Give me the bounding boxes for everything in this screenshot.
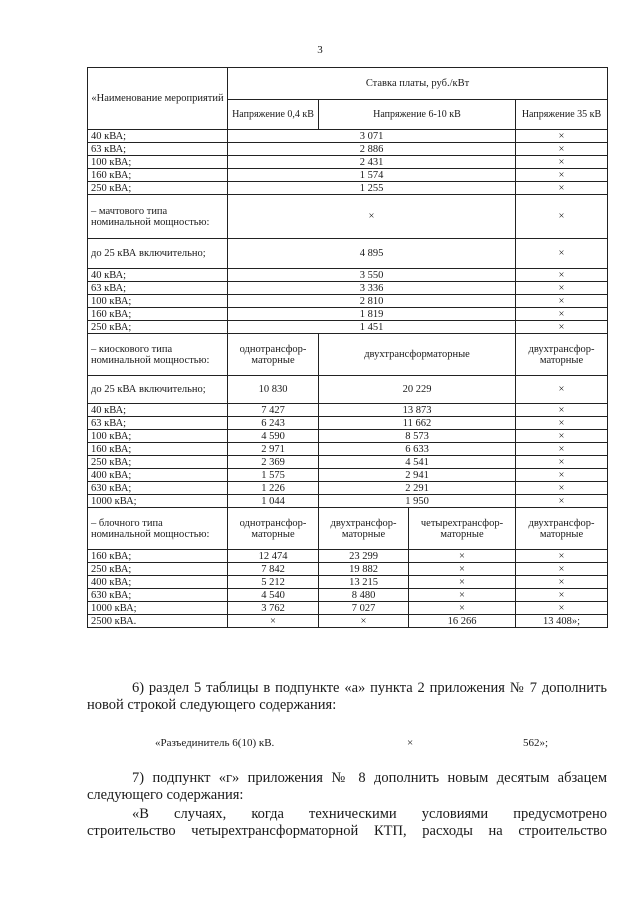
row-single: × [228, 615, 319, 628]
header-voltage-04: Напряжение 0,4 кВ [228, 100, 319, 130]
row-single: 10 830 [228, 376, 319, 404]
table-row [88, 169, 608, 182]
row-name: 160 кВА; [88, 169, 228, 182]
row-single: 1 575 [228, 469, 319, 482]
section-mast-value: × [228, 195, 516, 239]
quote-line-2: строительство четырехтрансформаторной КТП, расходы на строительство [87, 823, 607, 839]
row-name: 250 кВА; [88, 456, 228, 469]
page-number: 3 [317, 44, 323, 56]
rates-table-body [88, 68, 608, 628]
row-v35: × [516, 430, 608, 443]
row-name: 250 кВА; [88, 321, 228, 334]
row-quad: × [409, 602, 516, 615]
row-quad: × [409, 550, 516, 563]
row-v35: × [516, 269, 608, 282]
row-value: 2 810 [228, 295, 516, 308]
row-single: 2 971 [228, 443, 319, 456]
new-row-value: 562»; [523, 737, 549, 749]
row-name: 40 кВА; [88, 269, 228, 282]
row-single: 6 243 [228, 417, 319, 430]
row-double: 2 941 [319, 469, 516, 482]
row-single: 4 590 [228, 430, 319, 443]
table-row [88, 456, 608, 469]
table-row [88, 482, 608, 495]
row-quad: × [409, 576, 516, 589]
row-quad: 16 266 [409, 615, 516, 628]
row-v35: × [516, 130, 608, 143]
row-value: 1 574 [228, 169, 516, 182]
row-v35: × [516, 417, 608, 430]
row-name: 40 кВА; [88, 130, 228, 143]
section-mast-title: – мачтового типа номинальной мощностью: [88, 195, 228, 239]
row-name: 63 кВА; [88, 417, 228, 430]
table-row [88, 443, 608, 456]
table-row [88, 430, 608, 443]
row-name: 400 кВА; [88, 576, 228, 589]
row-single: 4 540 [228, 589, 319, 602]
quote-line-1: «В случаях, когда техническими условиями предусмотрено [132, 806, 607, 822]
row-name: до 25 кВА включительно; [88, 376, 228, 404]
row-name: 40 кВА; [88, 404, 228, 417]
row-single: 3 762 [228, 602, 319, 615]
row-name: 100 кВА; [88, 295, 228, 308]
table-row [88, 182, 608, 195]
table-row [88, 589, 608, 602]
table-row [88, 130, 608, 143]
table-row [88, 495, 608, 508]
row-v35: × [516, 456, 608, 469]
row-double: 13 873 [319, 404, 516, 417]
paragraph-7: 7) подпункт «г» приложения № 8 дополнить новым десятым абзацем следующего содержания: [87, 770, 607, 803]
header-voltage-6-10: Напряжение 6-10 кВ [319, 100, 516, 130]
row-name: 100 кВА; [88, 156, 228, 169]
row-double: 19 882 [319, 563, 409, 576]
row-double: 7 027 [319, 602, 409, 615]
row-name: 63 кВА; [88, 143, 228, 156]
row-single: 2 369 [228, 456, 319, 469]
new-row-mark: × [407, 737, 414, 749]
rates-table [87, 67, 608, 628]
block-col-35: двухтрансфор-маторные [516, 508, 608, 550]
row-single: 7 427 [228, 404, 319, 417]
row-v35: × [516, 321, 608, 334]
row-name: 160 кВА; [88, 550, 228, 563]
row-name: до 25 кВА включительно; [88, 239, 228, 269]
row-quad: × [409, 563, 516, 576]
row-v35: × [516, 295, 608, 308]
row-name: 160 кВА; [88, 308, 228, 321]
row-v35: × [516, 563, 608, 576]
row-name: 250 кВА; [88, 182, 228, 195]
row-double: × [319, 615, 409, 628]
kiosk-col-35: двухтрансфор-маторные [516, 334, 608, 376]
table-row [88, 550, 608, 563]
row-v35: × [516, 443, 608, 456]
row-name: 400 кВА; [88, 469, 228, 482]
rates-table-container [87, 67, 607, 628]
row-single: 1 044 [228, 495, 319, 508]
row-value: 2 431 [228, 156, 516, 169]
row-v35: × [516, 482, 608, 495]
table-row [88, 334, 608, 376]
row-name: 160 кВА; [88, 443, 228, 456]
row-value: 1 819 [228, 308, 516, 321]
row-double: 6 633 [319, 443, 516, 456]
row-quad: × [409, 589, 516, 602]
row-name: 630 кВА; [88, 589, 228, 602]
table-row [88, 576, 608, 589]
table-row [88, 239, 608, 269]
row-single: 7 842 [228, 563, 319, 576]
row-v35: 13 408»; [516, 615, 608, 628]
row-single: 1 226 [228, 482, 319, 495]
table-row [88, 282, 608, 295]
new-row-name: «Разъединитель 6(10) кВ. [155, 737, 275, 749]
row-v35: × [516, 156, 608, 169]
row-v35: × [516, 282, 608, 295]
row-double: 20 229 [319, 376, 516, 404]
row-name: 630 кВА; [88, 482, 228, 495]
row-double: 11 662 [319, 417, 516, 430]
header-voltage-35: Напряжение 35 кВ [516, 100, 608, 130]
row-value: 3 071 [228, 130, 516, 143]
section-mast-v35: × [516, 195, 608, 239]
table-row [88, 602, 608, 615]
section-kiosk-title: – киоскового типа номинальной мощностью: [88, 334, 228, 376]
row-v35: × [516, 602, 608, 615]
table-row [88, 308, 608, 321]
table-row [88, 295, 608, 308]
table-row [88, 508, 608, 550]
block-col-single: однотрансфор-маторные [228, 508, 319, 550]
table-row [88, 195, 608, 239]
row-value: 1 451 [228, 321, 516, 334]
kiosk-col-double: двухтрансформаторные [319, 334, 516, 376]
table-row [88, 615, 608, 628]
header-rate-title: Ставка платы, руб./кВт [228, 68, 608, 100]
row-single: 12 474 [228, 550, 319, 563]
row-v35: × [516, 404, 608, 417]
row-v35: × [516, 495, 608, 508]
section-block-title: – блочного типа номинальной мощностью: [88, 508, 228, 550]
row-value: 3 336 [228, 282, 516, 295]
row-double: 2 291 [319, 482, 516, 495]
table-row [88, 563, 608, 576]
table-row [88, 269, 608, 282]
table-row [88, 469, 608, 482]
row-v35: × [516, 589, 608, 602]
row-v35: × [516, 143, 608, 156]
table-row [88, 143, 608, 156]
row-double: 4 541 [319, 456, 516, 469]
table-row [88, 417, 608, 430]
row-value: 3 550 [228, 269, 516, 282]
row-double: 8 573 [319, 430, 516, 443]
row-double: 1 950 [319, 495, 516, 508]
row-value: 4 895 [228, 239, 516, 269]
kiosk-col-single: однотрансфор-маторные [228, 334, 319, 376]
paragraph-6: 6) раздел 5 таблицы в подпункте «а» пункта 2 приложения № 7 дополнить новой строкой следующего содержания: [87, 680, 607, 713]
row-name: 1000 кВА; [88, 495, 228, 508]
row-v35: × [516, 576, 608, 589]
row-v35: × [516, 376, 608, 404]
row-name: 1000 кВА; [88, 602, 228, 615]
table-row [88, 376, 608, 404]
row-value: 1 255 [228, 182, 516, 195]
row-name: 250 кВА; [88, 563, 228, 576]
row-v35: × [516, 182, 608, 195]
row-v35: × [516, 169, 608, 182]
row-name: 100 кВА; [88, 430, 228, 443]
row-name: 2500 кВА. [88, 615, 228, 628]
block-col-double: двухтрансфор-маторные [319, 508, 409, 550]
block-col-quad: четырехтрансфор-маторные [409, 508, 516, 550]
row-double: 23 299 [319, 550, 409, 563]
table-row [88, 156, 608, 169]
row-v35: × [516, 239, 608, 269]
header-name-column: «Наименование мероприятий [88, 68, 228, 130]
table-row [88, 404, 608, 417]
row-name: 63 кВА; [88, 282, 228, 295]
row-single: 5 212 [228, 576, 319, 589]
row-v35: × [516, 308, 608, 321]
row-v35: × [516, 550, 608, 563]
row-value: 2 886 [228, 143, 516, 156]
row-v35: × [516, 469, 608, 482]
row-double: 13 215 [319, 576, 409, 589]
table-row [88, 321, 608, 334]
row-double: 8 480 [319, 589, 409, 602]
